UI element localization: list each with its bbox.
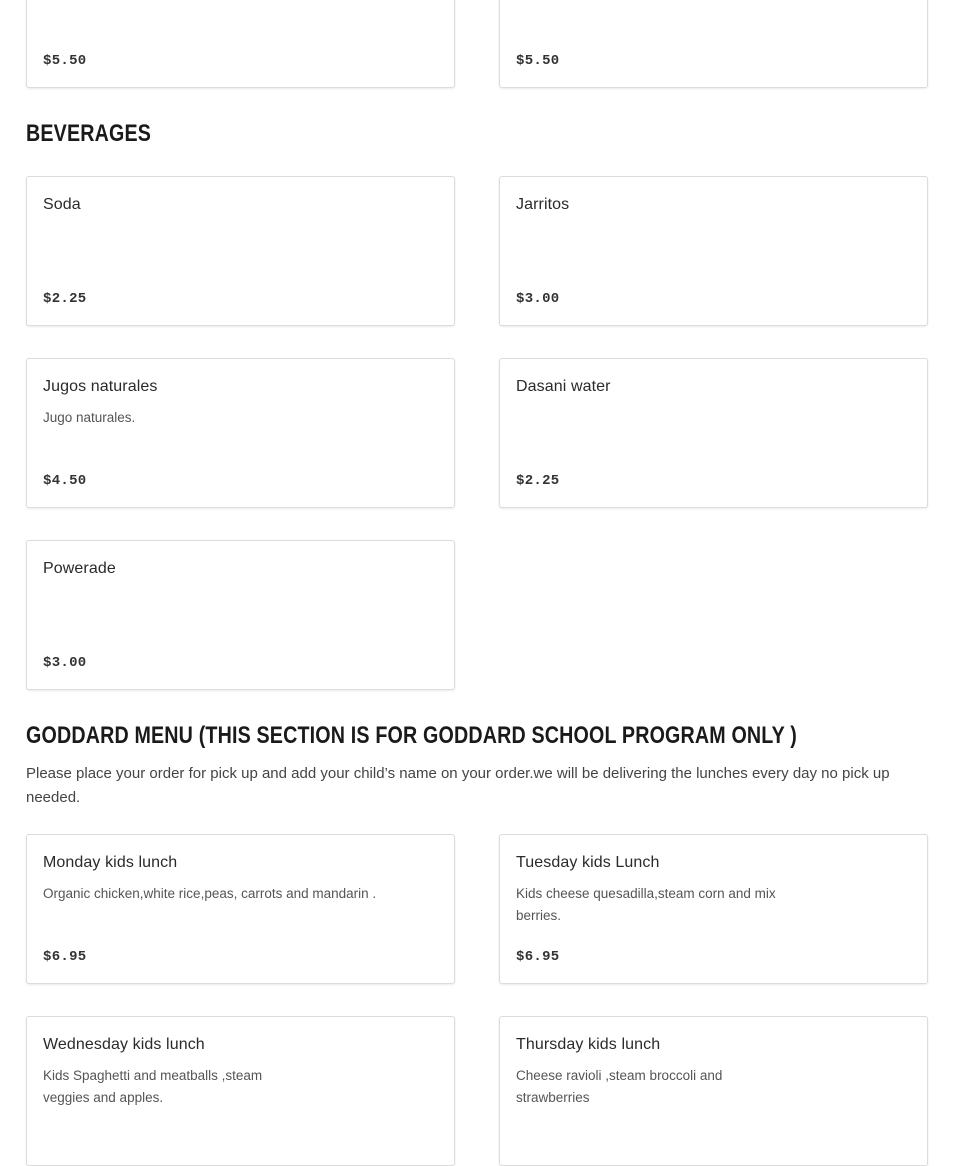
menu-item-jarritos[interactable] [499, 176, 928, 326]
menu-item-card[interactable] [499, 0, 928, 88]
item-price: $5.50 [43, 53, 87, 69]
menu-item-powerade[interactable] [26, 540, 455, 690]
menu-item-wednesday-kids-lunch[interactable] [26, 1016, 455, 1166]
item-price: $6.95 [43, 949, 87, 965]
menu-item-jugos-naturales[interactable] [26, 358, 455, 508]
item-description: Kids Spaghetti and meatballs ,steam veggies and apples. [43, 1068, 263, 1105]
item-price: $6.95 [516, 949, 560, 965]
item-description: Cheese ravioli ,steam broccoli and strawberries [516, 1068, 723, 1105]
item-price: $4.50 [43, 473, 87, 489]
item-name: Wednesday kids lunch [43, 1036, 205, 1053]
section-title-beverages: BEVERAGES [26, 120, 152, 147]
menu-item-dasani-water[interactable] [499, 358, 928, 508]
item-name: Thursday kids lunch [516, 1036, 661, 1053]
item-description: Jugo naturales. [43, 410, 136, 425]
item-description: Organic chicken,white rice,peas, carrots and mandarin . [43, 886, 377, 901]
item-price: $2.25 [43, 291, 87, 307]
item-description: Kids cheese quesadilla,steam corn and mix berries. [516, 886, 776, 923]
item-price: $3.00 [43, 655, 87, 671]
item-name: Powerade [43, 560, 116, 577]
section-title-goddard-menu: GODDARD MENU (THIS SECTION IS FOR GODDARD SCHOOL PROGRAM ONLY ) [26, 722, 797, 749]
item-name: Jarritos [516, 196, 570, 213]
menu-item-card[interactable] [26, 0, 455, 88]
item-name: Monday kids lunch [43, 854, 178, 871]
menu-item-monday-kids-lunch[interactable] [26, 834, 455, 984]
item-name: Soda [43, 196, 81, 213]
section-description: Please place your order for pick up and add your child’s name on your order.we will be delivering the lunches every day no pick up needed. [26, 765, 890, 806]
item-name: Dasani water [516, 378, 611, 395]
item-price: $2.25 [516, 473, 560, 489]
menu-item-thursday-kids-lunch[interactable] [499, 1016, 928, 1166]
item-price: $3.00 [516, 291, 560, 307]
menu-item-soda[interactable] [26, 176, 455, 326]
item-name: Tuesday kids Lunch [516, 854, 660, 871]
item-price: $5.50 [516, 53, 560, 69]
menu-item-tuesday-kids-lunch[interactable] [499, 834, 928, 984]
item-name: Jugos naturales [43, 378, 158, 395]
